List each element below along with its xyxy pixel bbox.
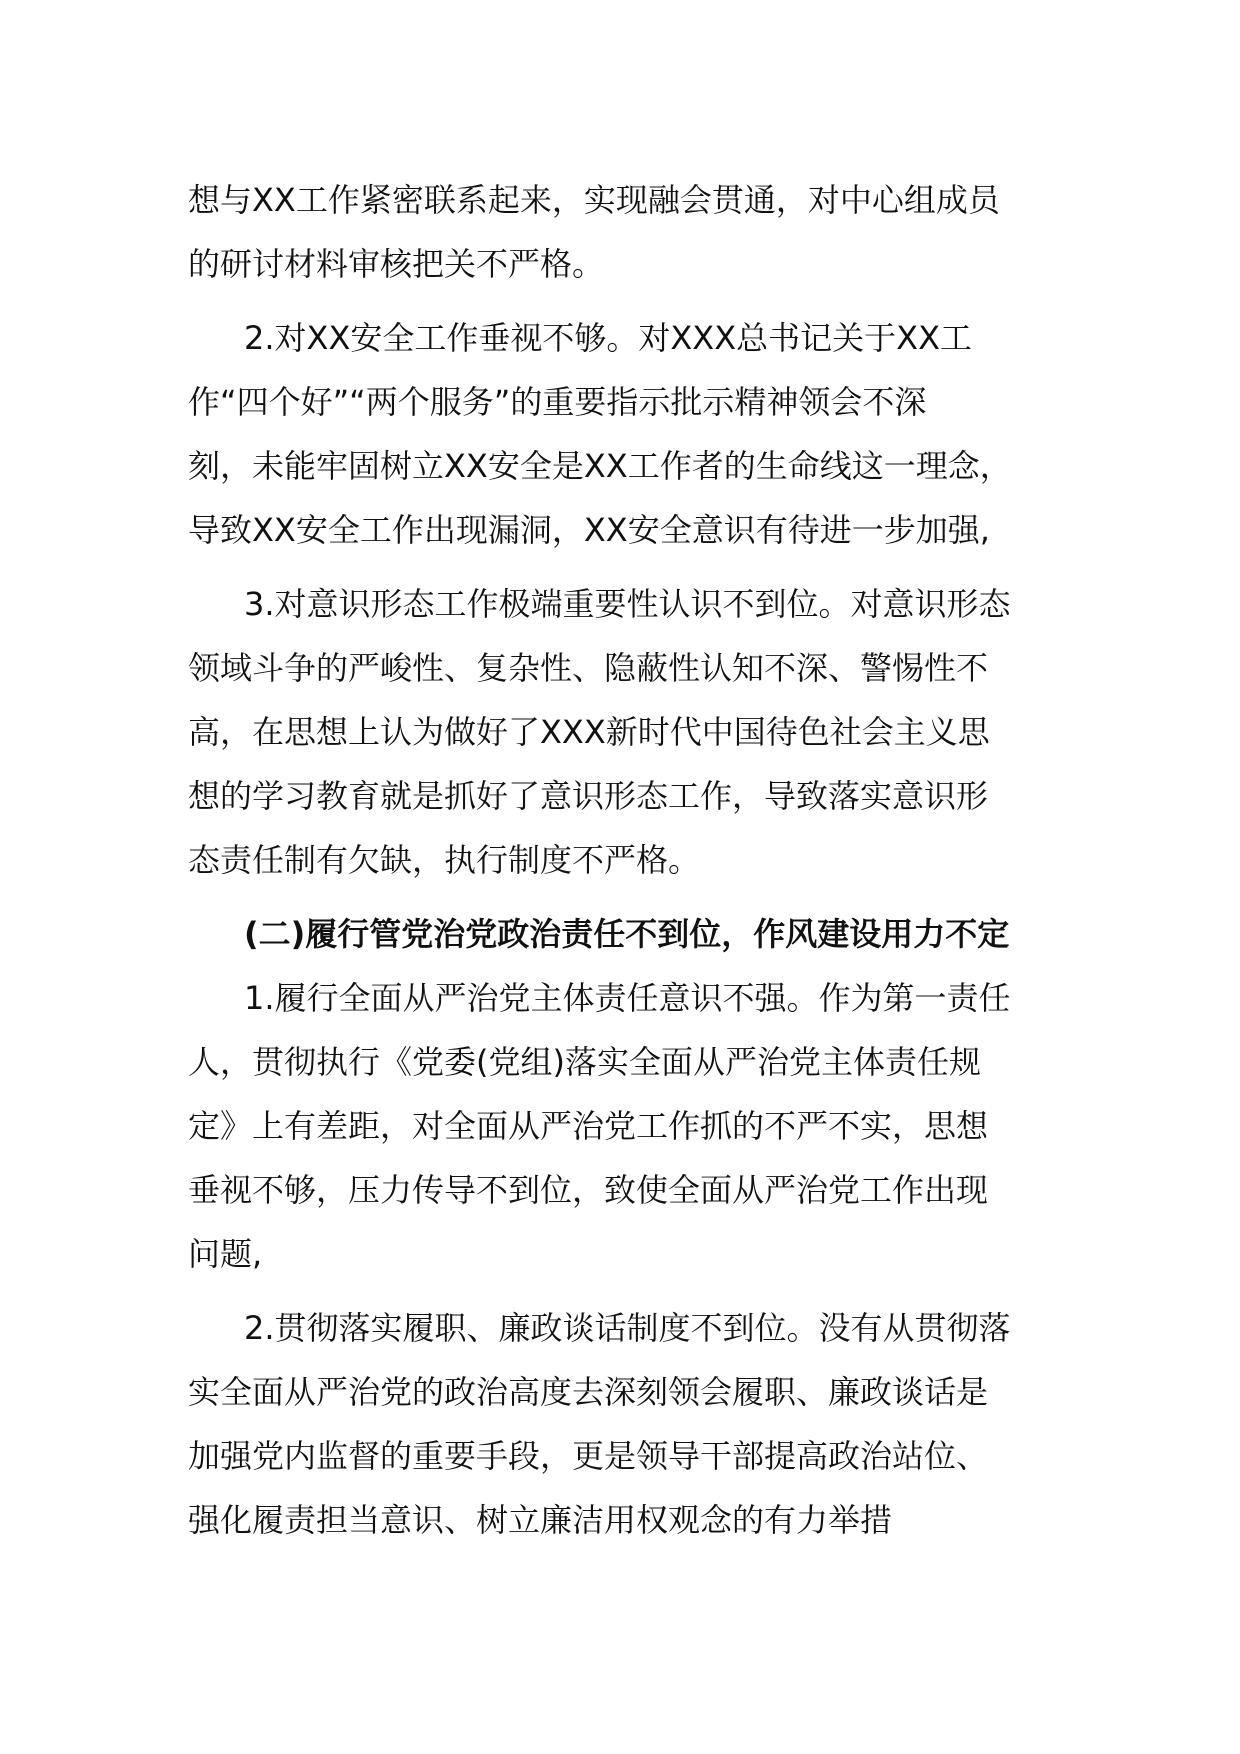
- text-line: 的研讨材料审核把关不严格。: [188, 245, 605, 283]
- paragraph-start-line: 2.贯彻落实履职、廉政谈话制度不到位。没有从贯彻落: [244, 1309, 1011, 1347]
- text-line: 强化履责担当意识、树立廉洁用权观念的有力举措: [188, 1501, 893, 1539]
- text-line: 领域斗争的严峻性、复杂性、隐蔽性认知不深、警惕性不: [188, 649, 989, 687]
- text-line: 导致XX安全工作出现漏洞，XX安全意识有待进一步加强,: [188, 511, 990, 549]
- text-line: 垂视不够，压力传导不到位，致使全面从严治党工作出现: [188, 1171, 989, 1209]
- section-heading: (二)履行管党治党政治责任不到位，作风建设用力不定: [244, 915, 1010, 953]
- text-line: 态责任制有欠缺，执行制度不严格。: [188, 841, 701, 879]
- paragraph-start-line: 2.对XX安全工作垂视不够。对XXX总书记关于XX工: [244, 319, 972, 357]
- text-line: 想与XX工作紧密联系起来，实现融会贯通，对中心组成员: [188, 181, 1000, 219]
- text-line: 实全面从严治党的政治高度去深刻领会履职、廉政谈话是: [188, 1373, 989, 1411]
- text-line: 刻，未能牢固树立XX安全是XX工作者的生命线这一理念，: [188, 447, 1012, 485]
- text-line: 作“四个好”“两个服务”的重要指示批示精神领会不深: [188, 383, 927, 421]
- text-line: 定》上有差距，对全面从严治党工作抓的不严不实，思想: [188, 1107, 989, 1145]
- text-line: 高，在思想上认为做好了XXX新时代中国待色社会主义思: [188, 713, 990, 751]
- text-line: 想的学习教育就是抓好了意识形态工作，导致落实意识形: [188, 777, 989, 815]
- text-line: 人，贯彻执行《党委(党组)落实全面从严治党主体责任规: [188, 1043, 981, 1081]
- paragraph-start-line: 3.对意识形态工作极端重要性认识不到位。对意识形态: [244, 585, 1011, 623]
- text-line: 问题,: [188, 1235, 263, 1273]
- text-line: 加强党内监督的重要手段，更是领导干部提高政治站位、: [188, 1437, 989, 1475]
- paragraph-start-line: 1.履行全面从严治党主体责任意识不强。作为第一责任: [244, 979, 1011, 1017]
- document-body: [188, 168, 1068, 1552]
